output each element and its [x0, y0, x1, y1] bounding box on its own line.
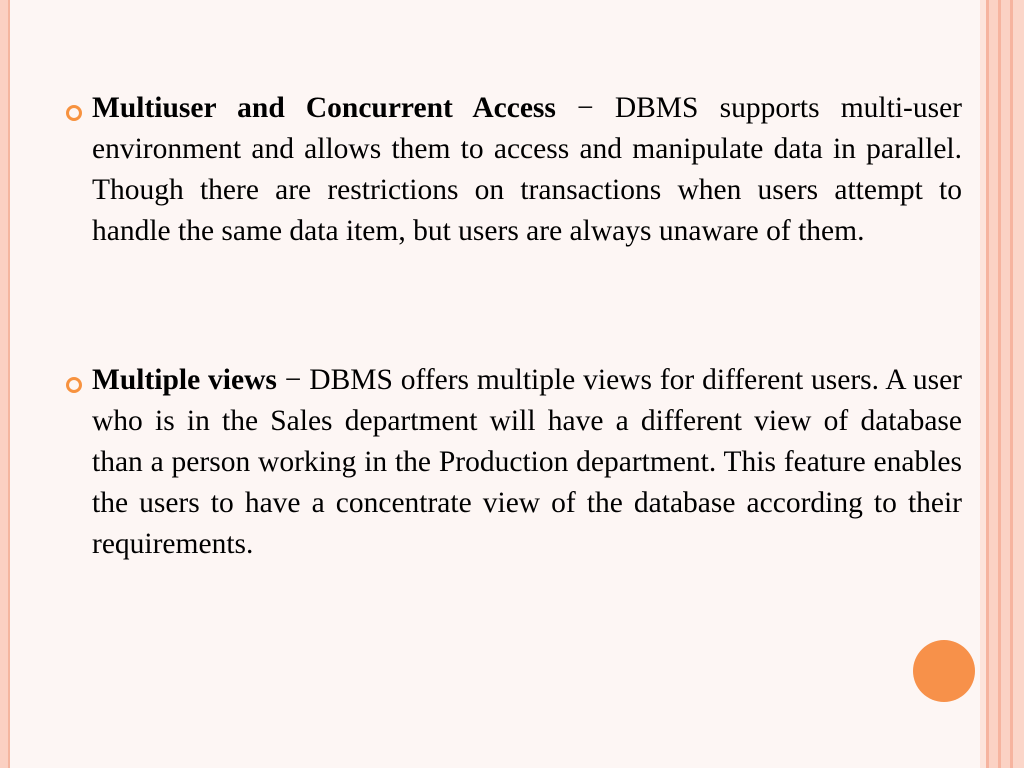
bullet-text: [92, 88, 962, 252]
orange-circle-decoration: [913, 640, 975, 702]
bullet-term: Multiuser and Concurrent Access: [92, 92, 556, 124]
right-border-stripes: [980, 0, 1024, 768]
bullet-description: − DBMS supports multi-user environment and allows them to access and manipulate data in parallel. Though there are restrictions on transactions when users attempt to handle the same data item, but users are always unaware of them.: [92, 92, 962, 247]
ring-bullet-icon: [66, 105, 82, 121]
bullet-text: [92, 360, 962, 565]
left-border-stripe: [0, 0, 10, 768]
bullet-term: Multiple views: [92, 364, 277, 396]
bullet-item-multiple-views: [60, 360, 962, 565]
stripe: [989, 0, 998, 768]
bullet-item-multiuser-access: [60, 88, 962, 252]
ring-bullet-icon: [66, 377, 82, 393]
bullet-description: − DBMS offers multiple views for different users. A user who is in the Sales department will have a different view of database than a person working in the Production department. This feature enables the users to have a concentrate view of the database according to their requirements.: [92, 364, 962, 560]
stripe: [1001, 0, 1010, 768]
stripe: [1013, 0, 1024, 768]
bullet-list: [60, 88, 962, 565]
